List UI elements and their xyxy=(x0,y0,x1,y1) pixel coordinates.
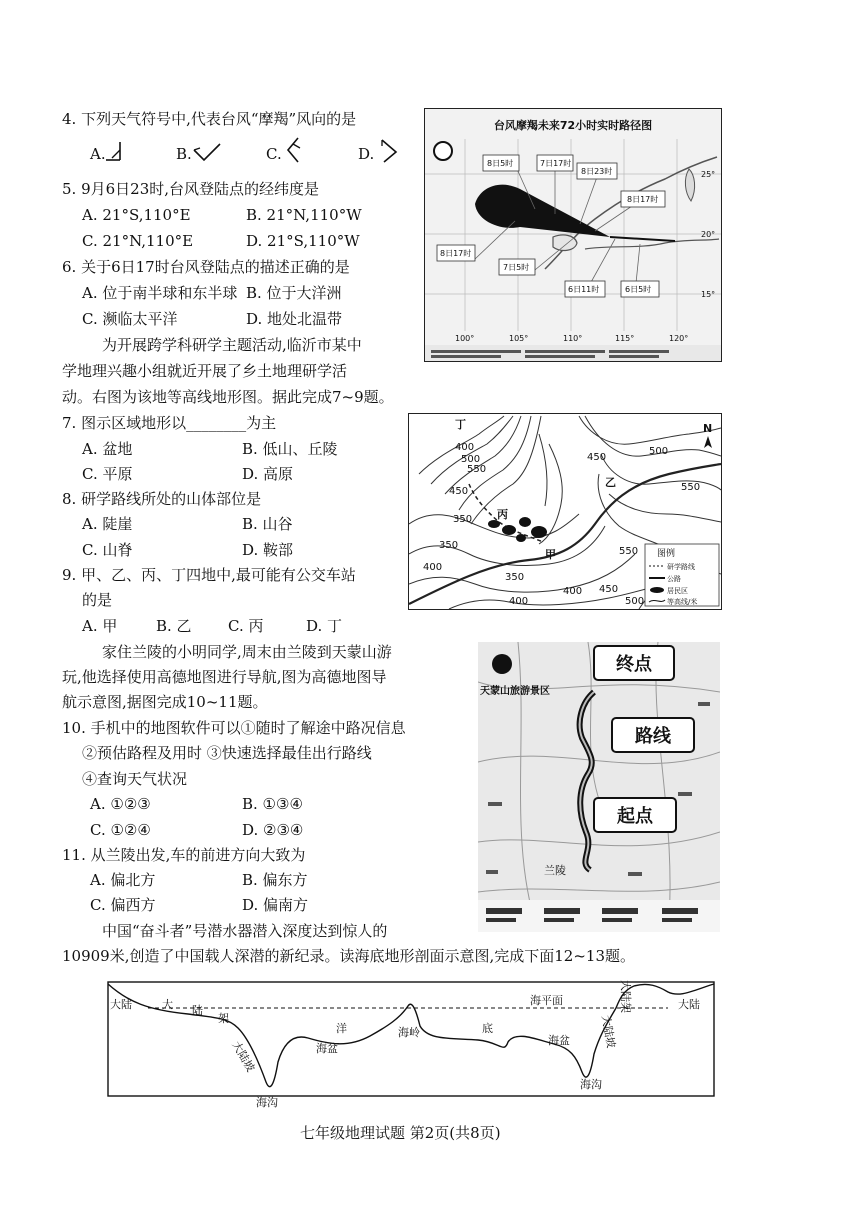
contour-label-500c: 500 xyxy=(625,596,645,607)
q10-option-c: C. ①②④ xyxy=(90,821,151,839)
q9-option-b: B. 乙 xyxy=(156,617,192,635)
typhoon-label-5: 8日17时 xyxy=(440,249,472,258)
q5-option-d: D. 21°S,110°W xyxy=(246,232,360,250)
lon-105: 105° xyxy=(509,334,529,343)
contour-label-550c: 550 xyxy=(619,546,639,557)
profile-basin-right: 海盆 xyxy=(548,1034,570,1047)
north-arrow-icon xyxy=(703,422,712,448)
contour-map xyxy=(408,413,722,610)
nav-scenic-label: 天蒙山旅游景区 xyxy=(480,686,550,697)
profile-shelf-2: 陆 xyxy=(192,1004,203,1017)
q8-option-d: D. 鞍部 xyxy=(242,541,294,559)
profile-ocean-1: 洋 xyxy=(336,1022,347,1035)
place-ding: 丁 xyxy=(455,418,466,431)
typhoon-label-3: 8日23时 xyxy=(581,167,613,176)
contour-label-400: 400 xyxy=(455,442,475,453)
typhoon-label-6: 7日5时 xyxy=(503,263,530,272)
profile-basin-left: 海盆 xyxy=(316,1042,338,1055)
legend-route: 研学路线 xyxy=(667,563,695,571)
contour-label-550a: 550 xyxy=(467,464,487,475)
q4-option-b: B. xyxy=(176,145,192,163)
lat-15: 15° xyxy=(701,290,716,299)
q8-stem: 8. 研学路线所处的山体部位是 xyxy=(62,490,262,508)
lat-25: 25° xyxy=(701,170,716,179)
q10-line2: ②预估路程及用时 ③快速选择最佳出行路线 xyxy=(82,744,372,762)
q8-option-b: B. 山谷 xyxy=(242,515,293,533)
intro-10-11-line2: 玩,他选择使用高德地图进行导航,图为高德地图导 xyxy=(62,668,387,686)
wind-symbol-c-icon xyxy=(284,136,306,166)
q5-option-a: A. 21°S,110°E xyxy=(82,206,191,224)
q10-stem: 10. 手机中的地图软件可以①随时了解途中路况信息 xyxy=(62,719,406,737)
contour-label-450a: 450 xyxy=(587,452,607,463)
q9-option-a: A. 甲 xyxy=(82,617,118,635)
q9-option-d: D. 丁 xyxy=(306,617,343,635)
q7-stem: 7. 图示区域地形以________为主 xyxy=(62,414,277,432)
navigation-map xyxy=(478,642,720,932)
profile-continent-right: 大陆 xyxy=(678,998,700,1011)
profile-trench-left: 海沟 xyxy=(256,1096,278,1109)
lon-110: 110° xyxy=(563,334,583,343)
q6-option-d: D. 地处北温带 xyxy=(246,310,343,328)
q6-option-b: B. 位于大洋洲 xyxy=(246,284,342,302)
typhoon-track-map xyxy=(424,108,722,362)
contour-label-400c: 400 xyxy=(509,596,529,607)
q10-option-b: B. ①③④ xyxy=(242,795,303,813)
q9-option-c: C. 丙 xyxy=(228,617,264,635)
wind-symbol-d-icon xyxy=(378,138,400,166)
nav-route-label: 路线 xyxy=(635,726,671,747)
q5-option-c: C. 21°N,110°E xyxy=(82,232,194,250)
profile-shelf-right: 大陆架 xyxy=(619,980,632,1013)
svg-text:N: N xyxy=(703,422,713,435)
wind-symbol-b-icon xyxy=(192,140,222,164)
intro-7-9-line3: 动。右图为该地等高线地形图。据此完成7~9题。 xyxy=(62,388,394,406)
q11-stem: 11. 从兰陵出发,车的前进方向大致为 xyxy=(62,846,306,864)
nav-origin-label: 兰陵 xyxy=(544,864,566,877)
lon-120: 120° xyxy=(669,334,689,343)
contour-label-450c: 450 xyxy=(599,584,619,595)
place-bing: 丙 xyxy=(497,508,508,521)
intro-12-13-line1: 中国“奋斗者”号潜水器潜入深度达到惊人的 xyxy=(102,922,388,940)
q9-stem: 9. 甲、乙、丙、丁四地中,最可能有公交车站 xyxy=(62,566,356,584)
q6-option-a: A. 位于南半球和东半球 xyxy=(82,284,238,302)
contour-label-500a: 500 xyxy=(461,454,481,465)
contour-label-550b: 550 xyxy=(681,482,701,493)
q7-option-c: C. 平原 xyxy=(82,465,133,483)
q4-stem: 4. 下列天气符号中,代表台风“摩羯”风向的是 xyxy=(62,110,357,128)
lon-100: 100° xyxy=(455,334,475,343)
contour-label-450b: 450 xyxy=(449,486,469,497)
q5-option-b: B. 21°N,110°W xyxy=(246,206,362,224)
q8-option-c: C. 山脊 xyxy=(82,541,133,559)
profile-slope-left: 大陆坡 xyxy=(229,1039,258,1075)
legend-residential: 居民区 xyxy=(667,587,688,595)
nav-start-label: 起点 xyxy=(617,806,653,827)
profile-trench-right: 海沟 xyxy=(580,1078,602,1091)
contour-label-350a: 350 xyxy=(453,514,473,525)
contour-label-400d: 400 xyxy=(563,586,583,597)
q6-option-c: C. 濒临太平洋 xyxy=(82,310,178,328)
contour-label-500b: 500 xyxy=(649,446,669,457)
q10-option-d: D. ②③④ xyxy=(242,821,304,839)
wind-symbol-a-icon xyxy=(104,140,124,164)
profile-sea-level: 海平面 xyxy=(530,994,563,1007)
typhoon-map-title: 台风摩羯未来72小时实时路径图 xyxy=(493,119,653,132)
contour-label-400b: 400 xyxy=(423,562,443,573)
q10-line3: ④查询天气状况 xyxy=(82,770,188,788)
q4-option-d: D. xyxy=(358,145,375,163)
seabed-profile xyxy=(108,980,714,1109)
contour-label-350c: 350 xyxy=(505,572,525,583)
weather-logo-icon xyxy=(434,142,452,160)
q4-option-a: A. xyxy=(90,145,106,163)
nav-end-label: 终点 xyxy=(616,654,652,675)
intro-12-13-line2: 10909米,创造了中国载人深潜的新纪录。读海底地形剖面示意图,完成下面12~13题。 xyxy=(62,947,635,965)
q11-option-a: A. 偏北方 xyxy=(90,871,156,889)
place-jia: 甲 xyxy=(545,548,556,561)
q7-option-b: B. 低山、丘陵 xyxy=(242,440,338,458)
intro-7-9-line1: 为开展跨学科研学主题活动,临沂市某中 xyxy=(102,336,362,354)
contour-label-350b: 350 xyxy=(439,540,459,551)
q6-stem: 6. 关于6日17时台风登陆点的描述正确的是 xyxy=(62,258,350,276)
page-footer: 七年级地理试题 第2页(共8页) xyxy=(300,1124,501,1142)
legend-contour: 等高线/米 xyxy=(667,598,698,606)
legend-road: 公路 xyxy=(667,575,681,583)
profile-shelf-3: 架 xyxy=(218,1012,229,1025)
typhoon-label-1: 8日5时 xyxy=(487,159,514,168)
intro-7-9-line2: 学地理兴趣小组就近开展了乡土地理研学活 xyxy=(62,362,348,380)
q10-option-a: A. ①②③ xyxy=(90,795,151,813)
lat-20: 20° xyxy=(701,230,716,239)
typhoon-label-2: 7日17时 xyxy=(540,159,572,168)
profile-continent-left: 大陆 xyxy=(110,998,132,1011)
q5-stem: 5. 9月6日23时,台风登陆点的经纬度是 xyxy=(62,180,320,198)
q8-option-a: A. 陡崖 xyxy=(82,515,133,533)
q7-option-d: D. 高原 xyxy=(242,465,294,483)
q11-option-d: D. 偏南方 xyxy=(242,896,309,914)
typhoon-label-7: 6日11时 xyxy=(568,285,600,294)
profile-slope-right: 大陆坡 xyxy=(599,1014,618,1050)
profile-shelf-1: 大 xyxy=(162,998,173,1011)
profile-ocean-2: 底 xyxy=(482,1022,493,1035)
q11-option-c: C. 偏西方 xyxy=(90,896,156,914)
typhoon-label-4: 8日17时 xyxy=(627,195,659,204)
lon-115: 115° xyxy=(615,334,635,343)
q4-option-c: C. xyxy=(266,145,282,163)
q9-stem-cont: 的是 xyxy=(82,591,113,609)
place-yi: 乙 xyxy=(605,476,616,489)
q11-option-b: B. 偏东方 xyxy=(242,871,308,889)
typhoon-label-8: 6日5时 xyxy=(625,285,652,294)
q7-option-a: A. 盆地 xyxy=(82,440,133,458)
legend-title: 图例 xyxy=(657,549,676,559)
profile-ridge: 海岭 xyxy=(398,1026,420,1039)
intro-10-11-line1: 家住兰陵的小明同学,周末由兰陵到天蒙山游 xyxy=(102,643,392,661)
intro-10-11-line3: 航示意图,据图完成10~11题。 xyxy=(62,693,268,711)
